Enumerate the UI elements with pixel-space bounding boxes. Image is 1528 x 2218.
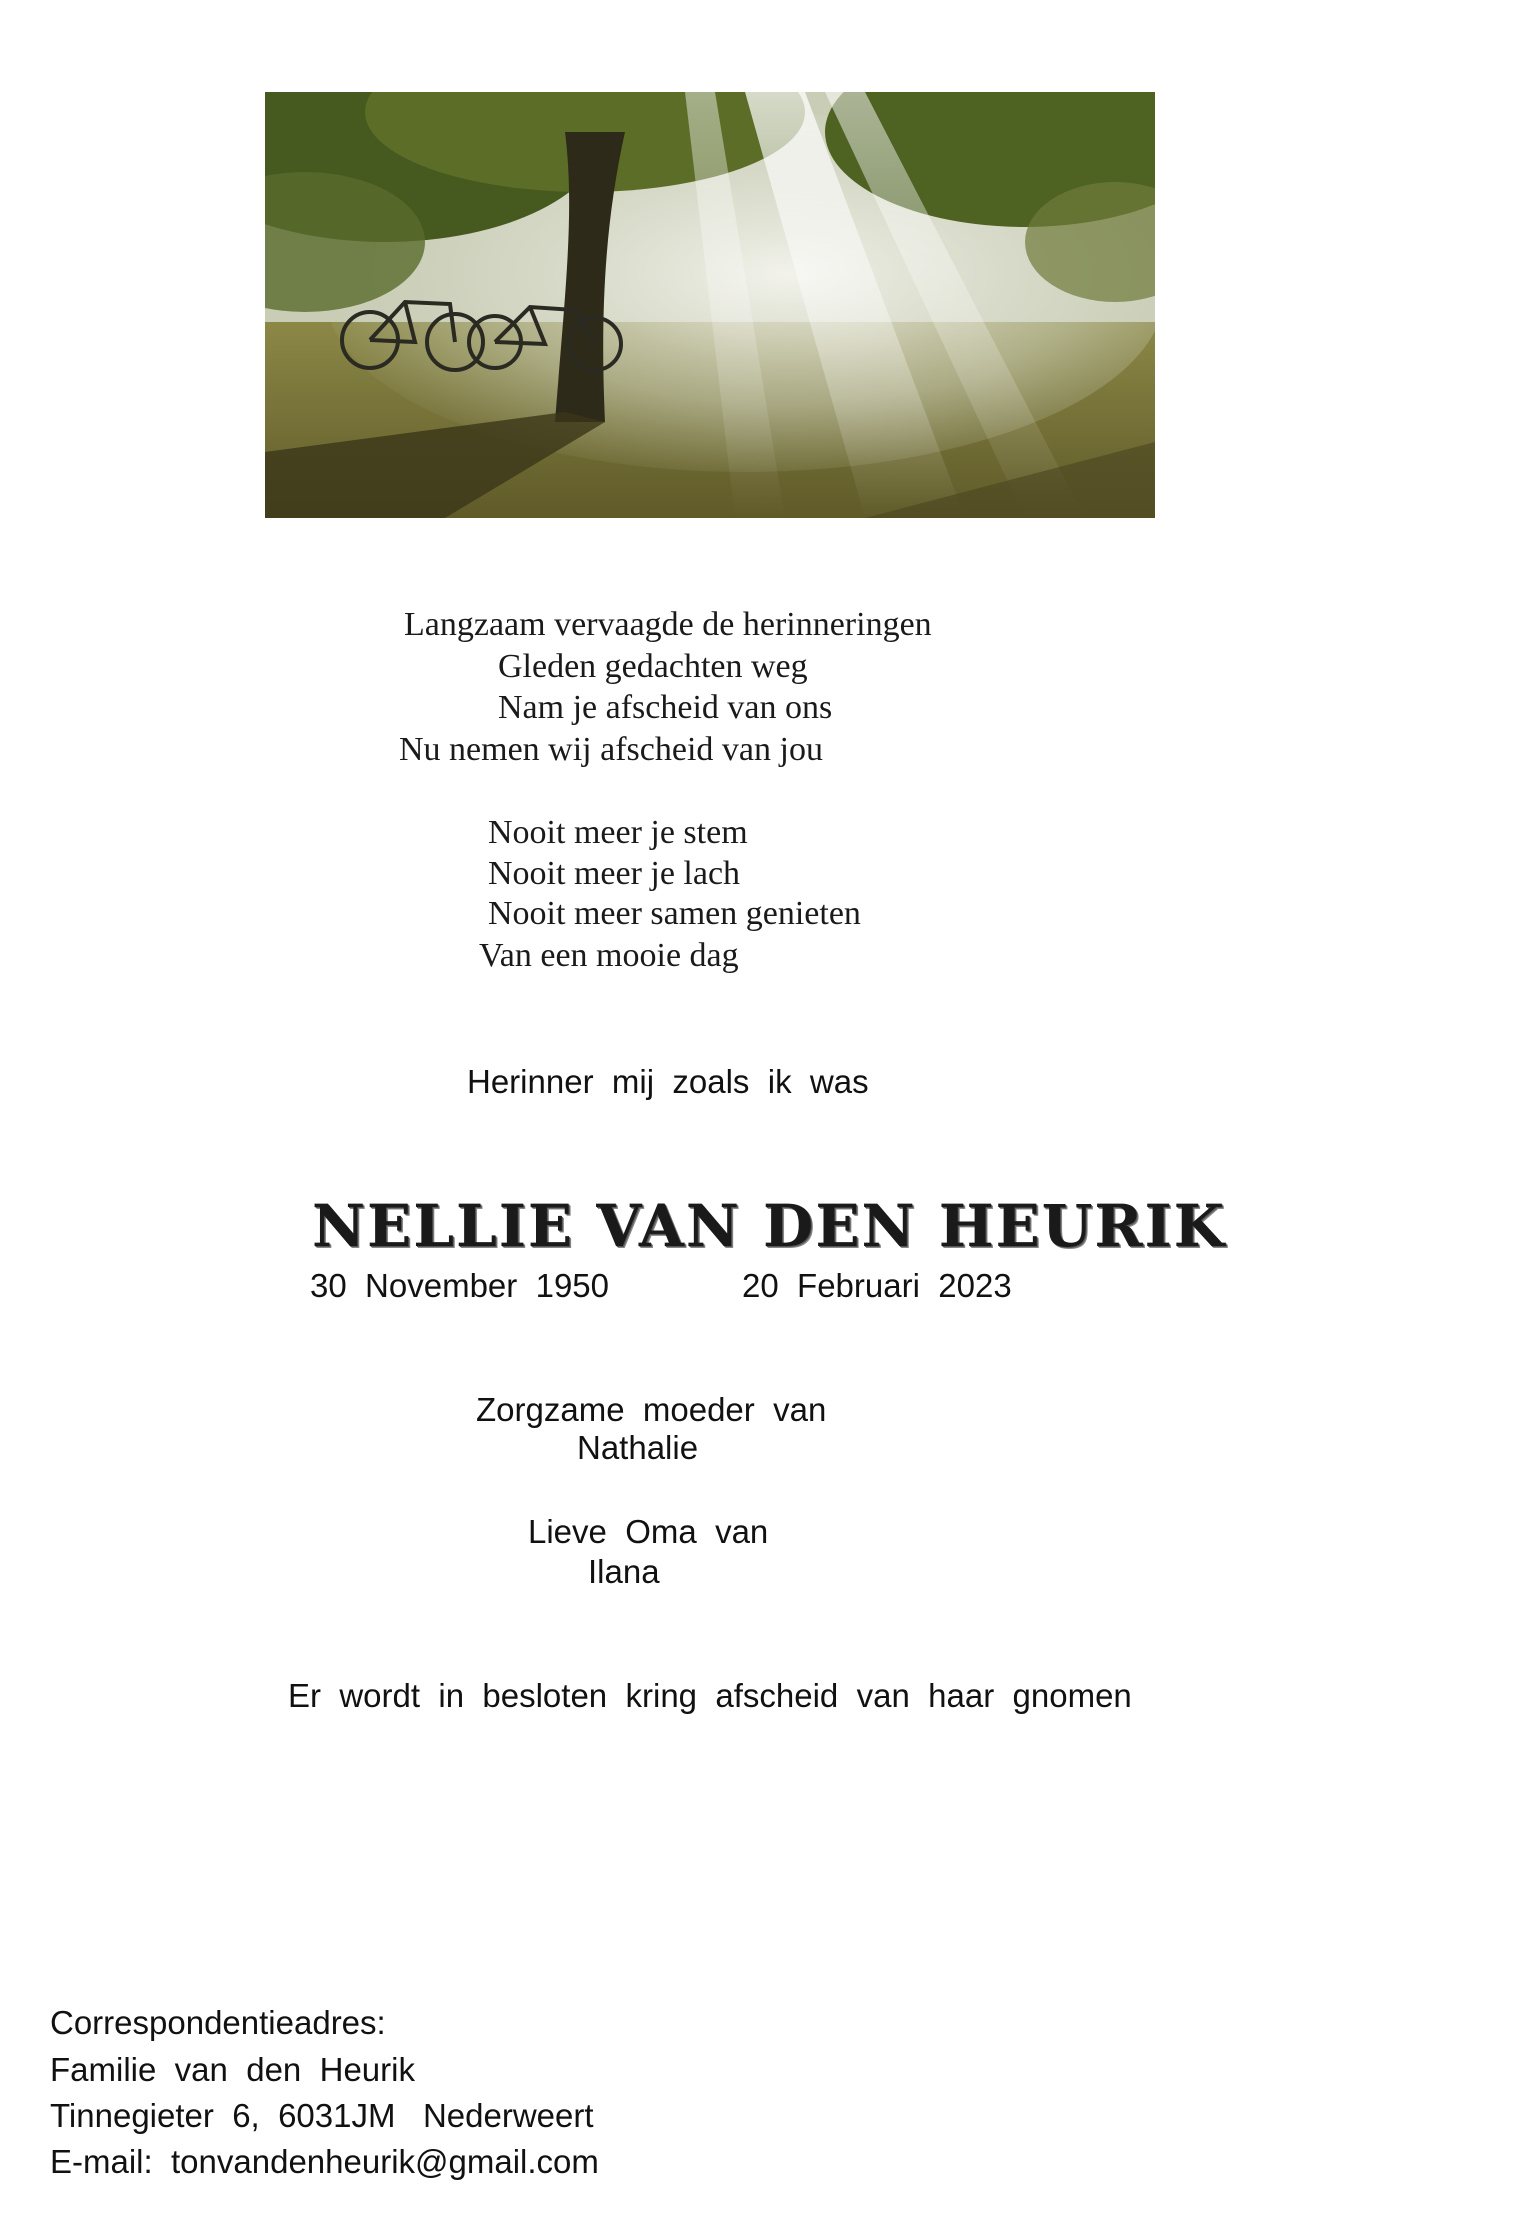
poem-line: Nu nemen wij afscheid van jou <box>399 731 823 768</box>
poem-line: Langzaam vervaagde de herinneringen <box>404 606 932 643</box>
farewell-notice: Er wordt in besloten kring afscheid van haar gnomen <box>288 1677 1132 1714</box>
deceased-name: NELLIE VAN DEN HEURIK <box>312 1192 1227 1260</box>
child-name: Nathalie <box>577 1429 699 1466</box>
correspondence-label: Correspondentieadres: <box>50 2004 386 2041</box>
poem-line: Nooit meer je stem <box>488 814 748 851</box>
correspondence-family: Familie van den Heurik <box>50 2051 415 2088</box>
poem-line: Gleden gedachten weg <box>498 648 808 685</box>
motto: Herinner mij zoals ik was <box>467 1063 869 1100</box>
death-date: 20 Februari 2023 <box>742 1267 1012 1304</box>
memorial-photo-park-bicycles <box>265 92 1155 518</box>
mother-of-label: Zorgzame moeder van <box>476 1391 827 1428</box>
grandchild-name: Ilana <box>588 1553 660 1590</box>
poem-line: Nooit meer samen genieten <box>488 895 861 932</box>
birth-date: 30 November 1950 <box>310 1267 610 1304</box>
correspondence-email: E-mail: tonvandenheurik@gmail.com <box>50 2143 599 2180</box>
poem-line: Nooit meer je lach <box>488 855 741 892</box>
poem-line: Van een mooie dag <box>479 937 739 974</box>
correspondence-address: Tinnegieter 6, 6031JM Nederweert <box>50 2097 594 2134</box>
poem-line: Nam je afscheid van ons <box>498 689 833 726</box>
grandmother-of-label: Lieve Oma van <box>528 1513 769 1550</box>
